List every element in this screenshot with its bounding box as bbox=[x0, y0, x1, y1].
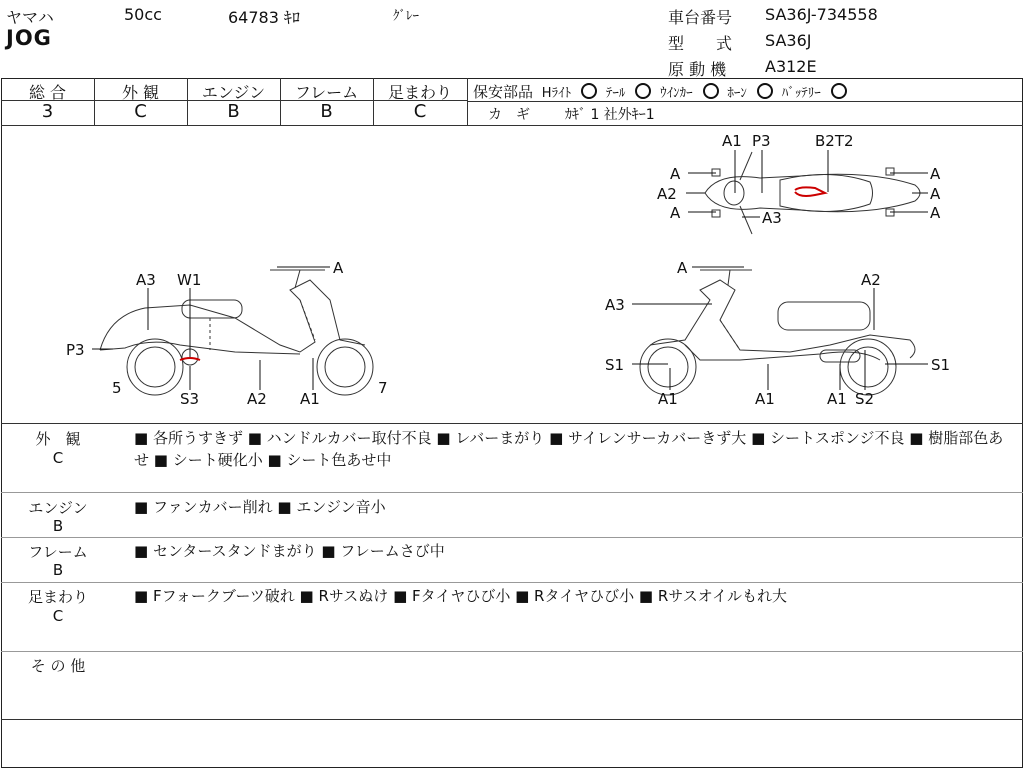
diagram-label: A1 bbox=[300, 390, 320, 408]
grade-header-frame: フレーム bbox=[294, 83, 359, 102]
type-label: 型 式 bbox=[668, 34, 733, 53]
section-notes-frame: ■ センタースタンドまがり ■ フレームさび中 bbox=[134, 542, 445, 560]
section-grade-engine: B bbox=[52, 517, 64, 535]
key-value: ｶｷﾞ 1 社外ｷｰ1 bbox=[565, 107, 655, 123]
diagram-label: S1 bbox=[605, 356, 625, 374]
engine-value: A312E bbox=[765, 57, 817, 76]
divider bbox=[1, 651, 1023, 652]
ok-mark-icon bbox=[703, 83, 719, 99]
safety-item-battery: ﾊﾞｯﾃﾘｰ bbox=[781, 86, 821, 101]
ok-mark-icon bbox=[635, 83, 651, 99]
frame-no-label: 車台番号 bbox=[668, 8, 733, 27]
section-label-suspension: 足まわり bbox=[27, 588, 88, 606]
diagram-label: S1 bbox=[931, 356, 951, 374]
diagram-label: A1 bbox=[658, 390, 678, 408]
safety-item-headlight: Hﾗｲﾄ bbox=[541, 86, 572, 101]
diagram-label: A bbox=[333, 259, 344, 277]
safety-item-tail: ﾃｰﾙ bbox=[605, 86, 626, 101]
grade-total: 3 bbox=[41, 101, 54, 122]
divider bbox=[467, 78, 468, 126]
diagram-label: A bbox=[670, 204, 681, 222]
model-name: JOG bbox=[6, 26, 52, 50]
diagram-label: A3 bbox=[136, 271, 156, 289]
diagram-label: S3 bbox=[180, 390, 200, 408]
ok-mark-icon bbox=[581, 83, 597, 99]
frame-no: SA36J-734558 bbox=[765, 5, 878, 24]
section-label-exterior: 外 観 bbox=[35, 430, 81, 448]
diagram-label: A bbox=[930, 185, 941, 203]
divider bbox=[1, 719, 1023, 720]
type-value: SA36J bbox=[765, 31, 812, 50]
section-grade-frame: B bbox=[52, 561, 64, 579]
grade-header-exterior: 外 観 bbox=[121, 83, 160, 102]
diagram-label: S2 bbox=[855, 390, 875, 408]
diagram-label: A3 bbox=[762, 209, 782, 227]
section-notes-suspension: ■ Fフォークブーツ破れ ■ Rサスぬけ ■ Fタイヤひび小 ■ Rタイヤひび小 ■ Rサスオイルもれ大 bbox=[134, 587, 787, 605]
diagram-label: A bbox=[930, 204, 941, 222]
section-label-engine: エンジン bbox=[28, 499, 88, 517]
divider bbox=[1, 492, 1023, 493]
mileage: 64783 ｷﾛ bbox=[228, 8, 300, 27]
grade-suspension: C bbox=[413, 101, 427, 122]
safety-label: 保安部品 bbox=[473, 83, 534, 101]
grade-header-suspension: 足まわり bbox=[387, 83, 452, 102]
diagram-label: A1 bbox=[827, 390, 847, 408]
safety-item-winker: ｳｲﾝｶｰ bbox=[660, 86, 693, 101]
safety-parts bbox=[473, 81, 851, 102]
grade-frame: B bbox=[320, 101, 333, 122]
diagram-label: A2 bbox=[657, 185, 677, 203]
section-notes-exterior: ■ 各所うすきず ■ ハンドルカバー取付不良 ■ レバーまがり ■ サイレンサーカバーきず大 ■ シートスポンジ不良 ■ 樹脂部色あせ ■ シート硬化小 ■ シート色あせ中 bbox=[134, 429, 1004, 469]
diagram-label: A2 bbox=[247, 390, 267, 408]
ok-mark-icon bbox=[757, 83, 773, 99]
key-label: カ ギ bbox=[488, 107, 530, 123]
engine-label: 原 動 機 bbox=[668, 60, 727, 79]
color: ｸﾞﾚｰ bbox=[393, 9, 419, 24]
maker: ヤマハ bbox=[6, 8, 54, 27]
divider bbox=[1, 582, 1023, 583]
diagram-label: A1 bbox=[755, 390, 775, 408]
section-label-other: そ の 他 bbox=[30, 657, 86, 675]
ok-mark-icon bbox=[831, 83, 847, 99]
diagram-label: B2T2 bbox=[815, 132, 854, 150]
safety-item-horn: ﾎｰﾝ bbox=[727, 86, 747, 101]
displacement: 50cc bbox=[124, 5, 162, 24]
section-grade-exterior: C bbox=[52, 449, 64, 467]
diagram-label: A2 bbox=[861, 271, 881, 289]
diagram-label: A bbox=[677, 259, 688, 277]
diagram-label: P3 bbox=[752, 132, 771, 150]
diagram-label: A1 bbox=[722, 132, 742, 150]
divider bbox=[1, 423, 1023, 424]
grade-header-total: 総 合 bbox=[28, 83, 67, 102]
scooter-damage-diagram bbox=[0, 126, 1024, 422]
section-notes-engine: ■ ファンカバー削れ ■ エンジン音小 bbox=[134, 498, 386, 516]
section-grade-suspension: C bbox=[52, 607, 64, 625]
diagram-label: A3 bbox=[605, 296, 625, 314]
grade-exterior: C bbox=[134, 101, 147, 122]
diagram-label: P3 bbox=[66, 341, 85, 359]
divider bbox=[1, 537, 1023, 538]
grade-engine: B bbox=[227, 101, 240, 122]
top-view bbox=[705, 152, 920, 234]
diagram-label: 7 bbox=[378, 379, 388, 397]
grade-header-engine: エンジン bbox=[201, 83, 266, 102]
diagram-label: W1 bbox=[177, 271, 202, 289]
diagram-label: A bbox=[670, 165, 681, 183]
diagram-label: A bbox=[930, 165, 941, 183]
diagram-label: 5 bbox=[112, 379, 122, 397]
section-label-frame: フレーム bbox=[28, 543, 88, 561]
